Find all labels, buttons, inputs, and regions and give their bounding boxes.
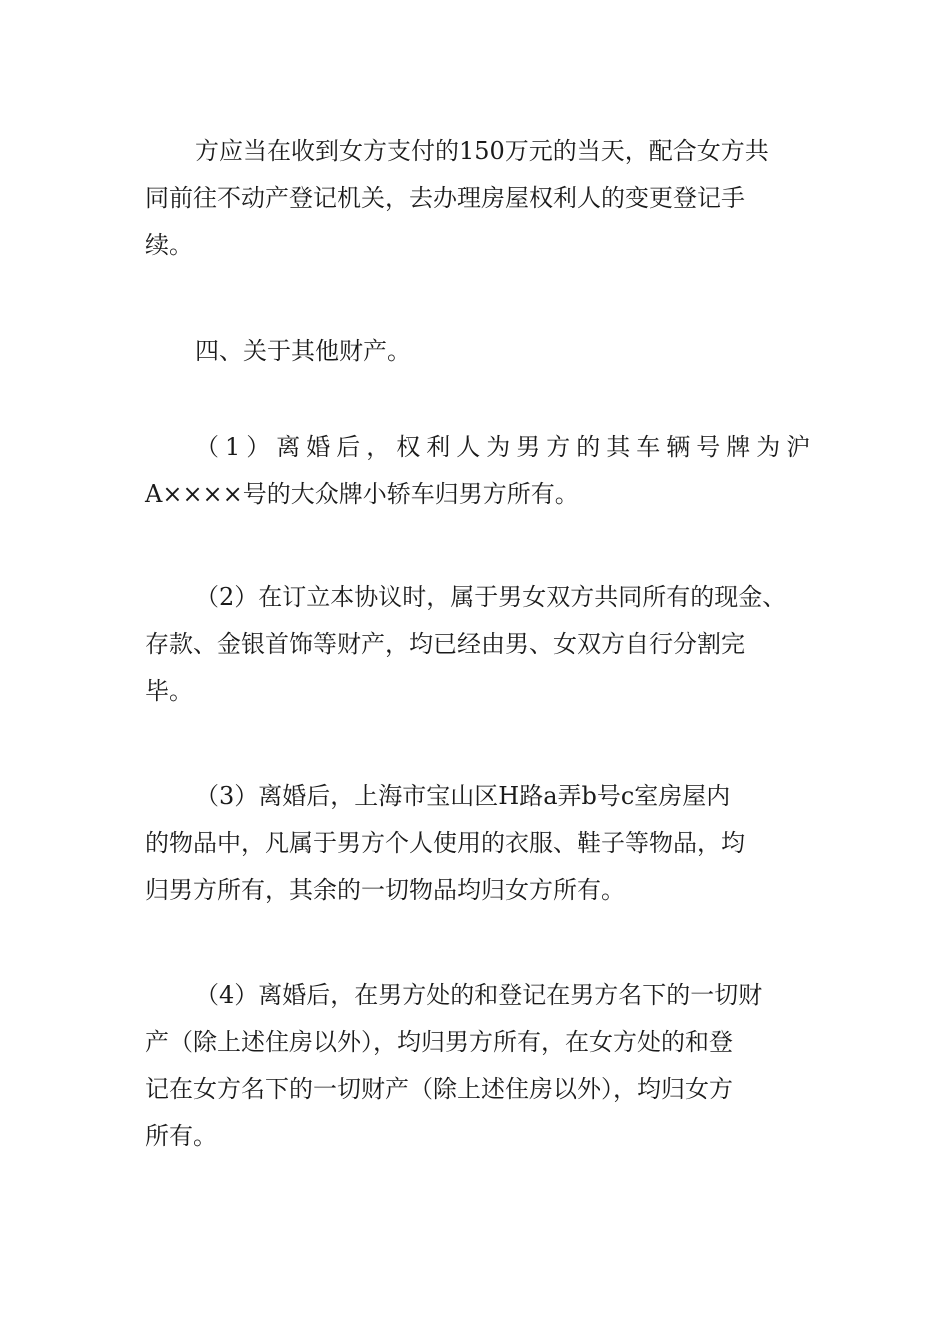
text-line: A××××号的大众牌小轿车归男方所有。 bbox=[145, 480, 579, 508]
clause-4 bbox=[145, 972, 815, 1160]
text-line: 的物品中，凡属于男方个人使用的衣服、鞋子等物品，均 bbox=[145, 829, 745, 857]
paragraph-house-transfer bbox=[145, 128, 815, 269]
text-line: 毕。 bbox=[145, 677, 193, 705]
clause-1 bbox=[145, 424, 815, 518]
text-line: 产（除上述住房以外），均归男方所有，在女方处的和登 bbox=[145, 1028, 733, 1056]
text-line: 归男方所有，其余的一切物品均归女方所有。 bbox=[145, 876, 625, 904]
clause-3 bbox=[145, 773, 815, 914]
section-heading: 四、关于其他财产。 bbox=[195, 337, 411, 365]
text-line: 方应当在收到女方支付的150万元的当天，配合女方共 bbox=[195, 137, 769, 165]
text-line: （3）离婚后，上海市宝山区H路a弄b号c室房屋内 bbox=[195, 782, 731, 810]
text-line: （2）在订立本协议时，属于男女双方共同所有的现金、 bbox=[195, 583, 787, 611]
section-heading-other-property bbox=[145, 328, 815, 375]
text-line: 记在女方名下的一切财产（除上述住房以外），均归女方 bbox=[145, 1075, 733, 1103]
text-line: （4）离婚后，在男方处的和登记在男方名下的一切财 bbox=[195, 981, 763, 1009]
clause-2 bbox=[145, 574, 815, 715]
text-line: 存款、金银首饰等财产，均已经由男、女双方自行分割完 bbox=[145, 630, 745, 658]
text-line: 同前往不动产登记机关，去办理房屋权利人的变更登记手 bbox=[145, 184, 745, 212]
text-line: 所有。 bbox=[145, 1122, 217, 1150]
text-line: （1）离婚后，权利人为男方的其车辆号牌为沪 bbox=[195, 433, 817, 461]
text-line: 续。 bbox=[145, 231, 193, 259]
